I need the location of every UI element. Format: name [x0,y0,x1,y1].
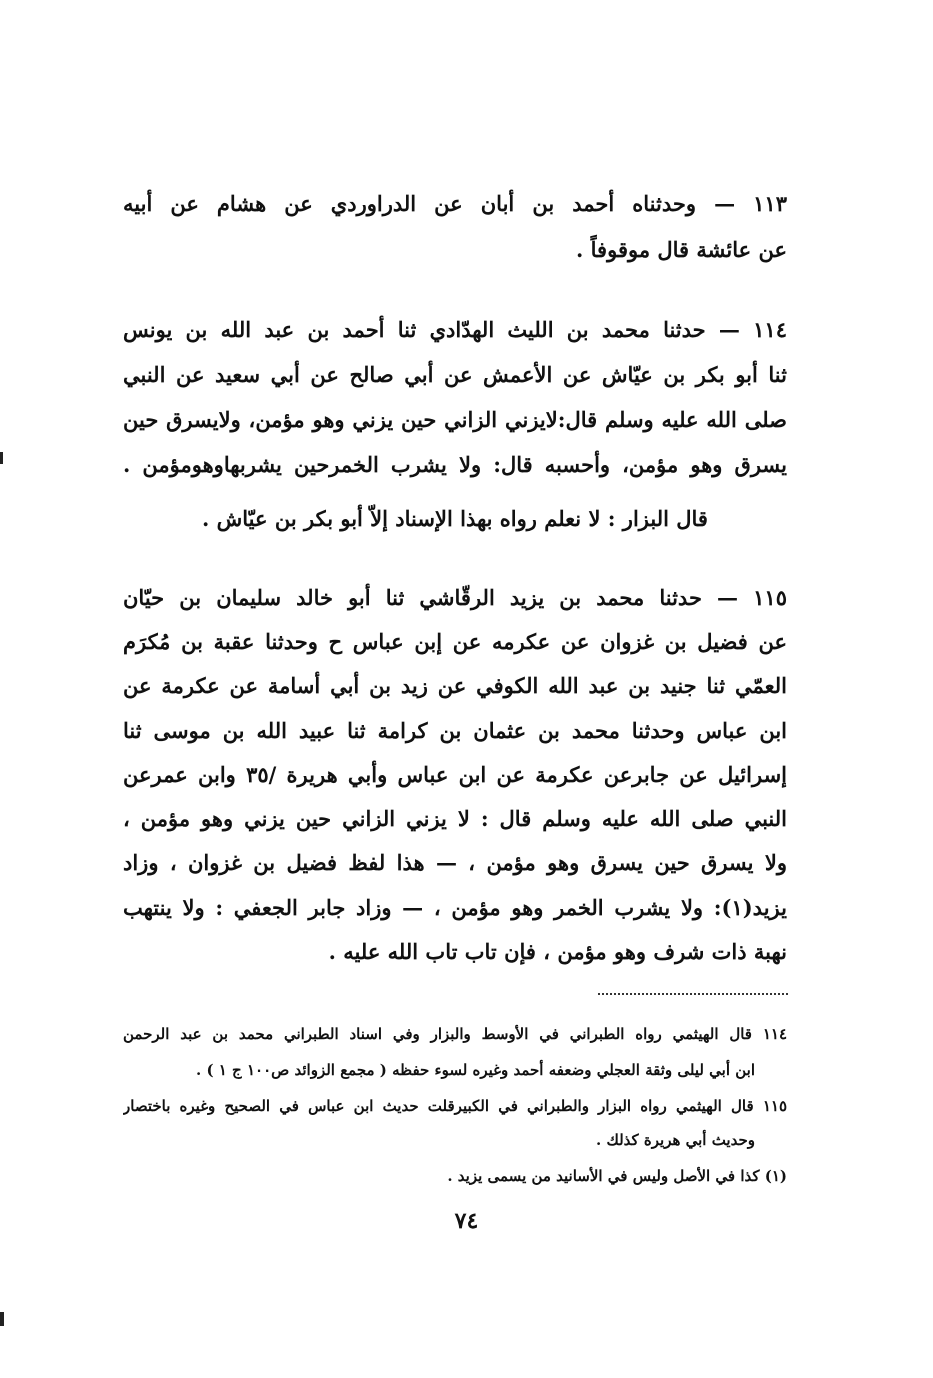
hadith-114-line-1: ١١٤ — حدثنا محمد بن الليث الهدّادي ثنا أحمد بن عبد الله بن يونس [123,317,787,342]
hadith-115-line-6: النبي صلى الله عليه وسلم قال : لا يزني الزاني حين يزني وهو مؤمن ، [123,806,787,831]
hadith-113-line-2: عن عائشة قال موقوفاً . [576,237,787,262]
scan-edge-mark [0,452,3,464]
hadith-115-line-5: إسرائيل عن جابرعن عكرمة عن ابن عباس وأبي هريرة /٣٥ وابن عمرعن [123,762,787,787]
footnote-115-line-2: وحديث أبي هريرة كذلك . [596,1131,755,1149]
hadith-114-bazzar-note: قال البزار : لا نعلم رواه بهذا الإسناد إلاّ أبو بكر بن عيّاش . [202,506,708,531]
footnote-115-line-1: ١١٥ قال الهيثمي رواه البزار والطبراني في الكبيرقلت حديث ابن عباس في الصحيح وغيره باختصار [123,1097,787,1115]
footnote-114-line-2: ابن أبي ليلى وثقة العجلي وضعفه أحمد وغيره لسوء حفظه ( مجمع الزوائد ص١٠٠ ج ١ ) . [196,1061,755,1079]
hadith-115-line-8: يزيد(١): ولا يشرب الخمر وهو مؤمن ، — وزاد جابر الجعفي : ولا ينتهب [123,895,787,920]
hadith-115-line-1: ١١٥ — حدثنا محمد بن يزيد الرقّاشي ثنا أبو خالد سليمان بن حيّان [123,585,787,610]
hadith-114-line-4: يسرق وهو مؤمن، وأحسبه قال: ولا يشرب الخمرحين يشربهاوهومؤمن . [123,452,787,477]
hadith-115-line-2: عن فضيل بن غزوان عن عكرمه عن إبن عباس ح وحدثنا عقبة بن مُكرَم [123,629,787,654]
hadith-115-line-4: ابن عباس وحدثنا محمد بن عثمان بن كرامة ثنا عبيد الله بن موسى ثنا [123,718,787,743]
hadith-114-line-2: ثنا أبو بكر بن عيّاش عن الأعمش عن أبي صالح عن أبي سعيد عن النبي [123,362,787,387]
hadith-114-line-3: صلى الله عليه وسلم قال:لايزني الزاني حين يزني وهو مؤمن، ولايسرق حين [123,407,787,432]
hadith-115-line-7: ولا يسرق حين يسرق وهو مؤمن ، — هذا لفظ فضيل بن غزوان ، وزاد [123,850,787,875]
hadith-115-line-3: العمّي ثنا جنيد بن عبد الله الكوفي عن زيد بن أبي أسامة عن عكرمة عن [123,673,787,698]
footnote-114-line-1: ١١٤ قال الهيثمي رواه الطبراني في الأوسط والبزار وفي اسناد الطبراني محمد بن عبد الرحمن [123,1025,787,1043]
hadith-113-line-1: ١١٣ — وحدثناه أحمد بن أبان عن الدراوردي عن هشام عن أبيه [123,191,787,216]
hadith-115-line-9: نهبة ذات شرف وهو مؤمن ، فإن تاب تاب الله عليه . [328,939,787,964]
page-number: ٧٤ [454,1208,479,1234]
scan-edge-mark [0,1312,4,1326]
footnote-separator [598,993,788,995]
footnote-1: (١) كذا في الأصل وليس في الأسانيد من يسمى يزيد . [447,1167,787,1185]
